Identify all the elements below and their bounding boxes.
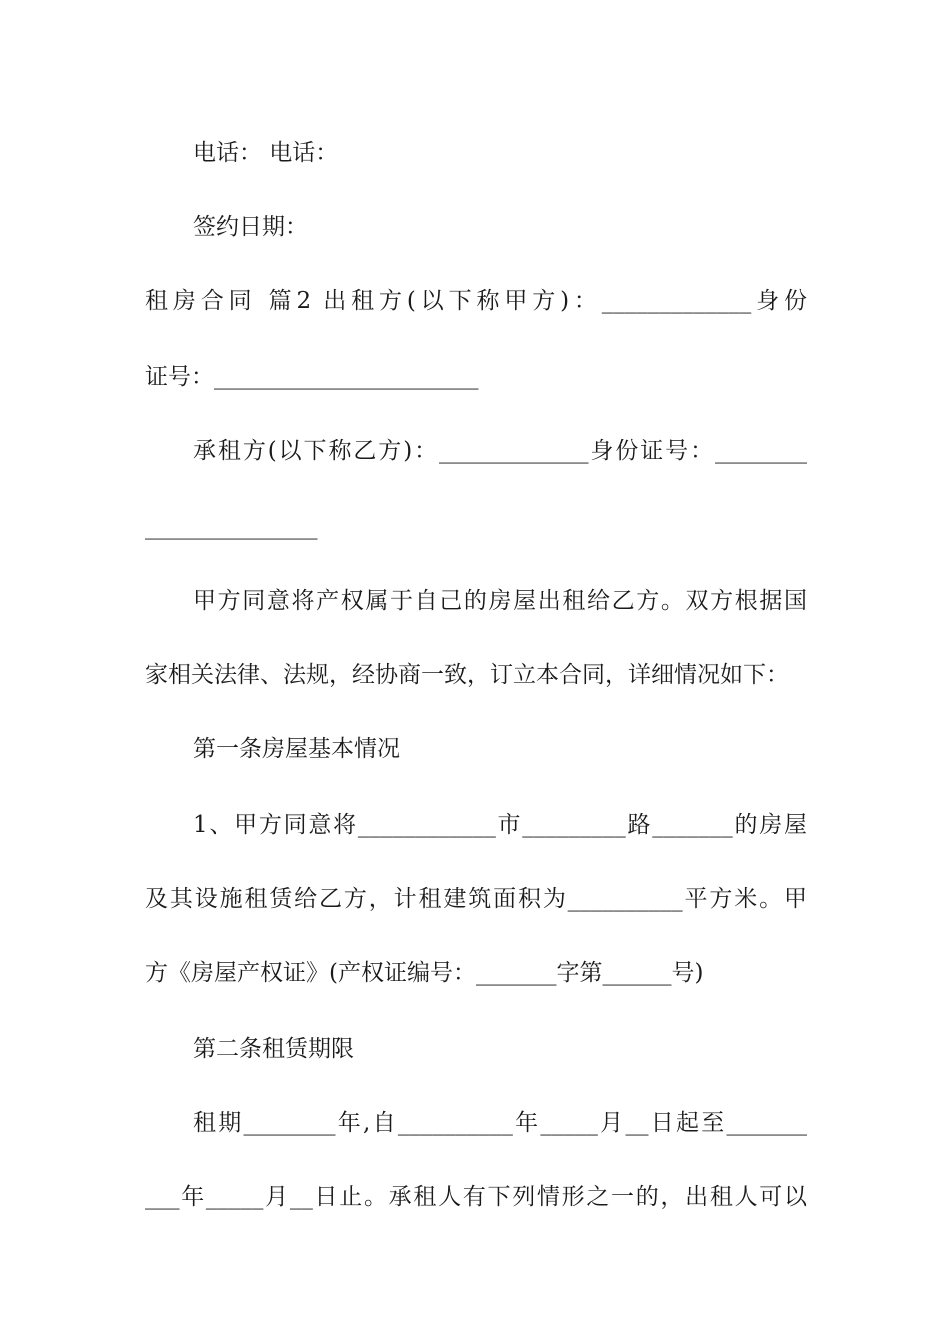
signing-date-line: 签约日期：: [193, 214, 308, 240]
article-1-line-3: 方《房屋产权证》(产权证编号：_______字第______号): [145, 960, 704, 986]
article-2-heading: 第二条租赁期限: [193, 1036, 354, 1062]
phone-line: 电话： 电话：: [193, 140, 339, 166]
lessee-line: 承租方(以下称乙方)：_____________身份证号：________: [193, 438, 807, 464]
article-1-heading: 第一条房屋基本情况: [193, 736, 400, 762]
intro-paragraph-line-2: 家相关法律、法规，经协商一致，订立本合同，详细情况如下：: [145, 662, 789, 688]
lessee-id-continuation-line: _______________: [145, 514, 318, 540]
id-number-line: 证号：_______________________: [145, 364, 479, 390]
contract-heading-lessor-line: 租房合同 篇2 出租方(以下称甲方)：_____________身份: [145, 288, 807, 314]
article-2-line-1: 租期________年,自__________年_____月__日起至_______: [193, 1110, 807, 1136]
article-1-line-2: 及其设施租赁给乙方，计租建筑面积为__________平方米。甲: [145, 886, 807, 912]
article-2-line-2: ___年_____月__日止。承租人有下列情形之一的，出租人可以: [145, 1184, 807, 1210]
article-1-line-1: 1、甲方同意将____________市_________路_______的房屋: [193, 812, 807, 838]
intro-paragraph-line-1: 甲方同意将产权属于自己的房屋出租给乙方。双方根据国: [193, 588, 807, 614]
